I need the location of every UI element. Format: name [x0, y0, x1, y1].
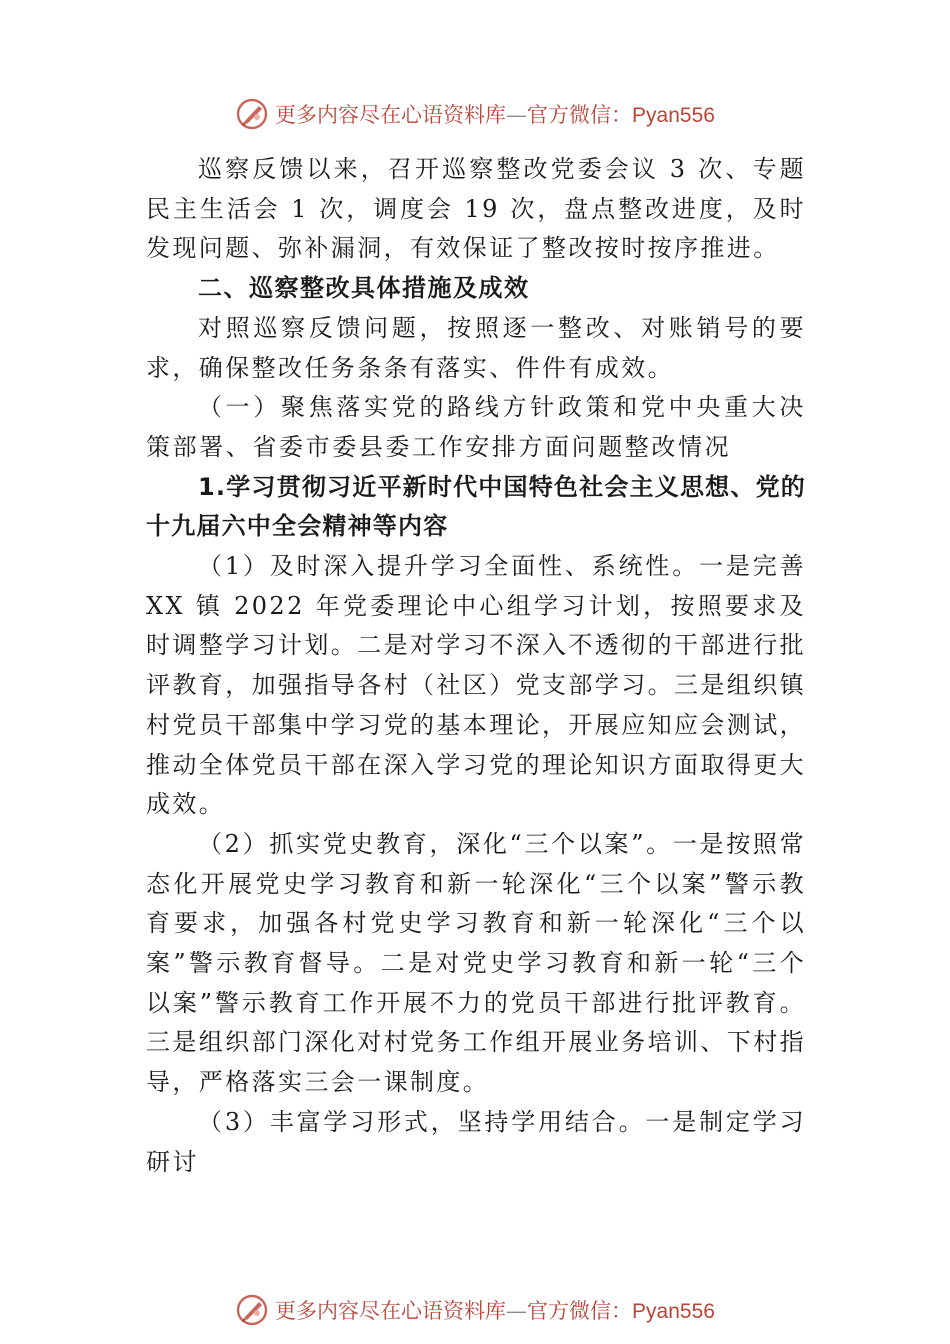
body-paragraph: （3）丰富学习形式，坚持学用结合。一是制定学习研讨: [146, 1107, 806, 1176]
body-paragraph: 对照巡察反馈问题，按照逐一整改、对账销号的要求，确保整改任务条条有落实、件件有成效。: [146, 313, 806, 382]
subsection-heading: （一）聚焦落实党的路线方针政策和党中央重大决策部署、省委市委县委工作安排方面问题整改情况: [146, 393, 806, 461]
watermark-banner-bottom: [0, 1288, 950, 1332]
item-heading: 1.学习贯彻习近平新时代中国特色社会主义思想、党的十九届六中全会精神等内容: [146, 472, 806, 541]
pen-logo-icon: [235, 97, 269, 131]
watermark-text: 更多内容尽在心语资料库—官方微信：Pyan556: [275, 1299, 715, 1323]
pen-logo-icon: [235, 1293, 269, 1327]
section-heading: 二、巡察整改具体措施及成效: [198, 274, 530, 303]
body-paragraph: （1）及时深入提升学习全面性、系统性。一是完善 XX 镇 2022 年党委理论中心组学习计划，按照要求及时调整学习计划。二是对学习不深入不透彻的干部进行批评教育，加强指导各村（社区）党支部学习。三是组织镇村党员干部集中学习党的基本理论，开展应知应会测试，推动全体党员干部在深入学习党的理论知识方面取得更大成效。: [146, 552, 806, 819]
document-body: [146, 150, 806, 1182]
watermark-text: 更多内容尽在心语资料库—官方微信：Pyan556: [275, 103, 715, 127]
watermark-banner-top: [0, 92, 950, 136]
body-paragraph: （2）抓实党史教育，深化“三个以案”。一是按照常态化开展党史学习教育和新一轮深化“三个以案”警示教育要求，加强各村党史学习教育和新一轮深化“三个以案”警示教育督导。二是对党史学习教育和新一轮“三个以案”警示教育工作开展不力的党员干部进行批评教育。三是组织部门深化对村党务工作组开展业务培训、下村指导，严格落实三会一课制度。: [146, 829, 806, 1097]
body-paragraph: 巡察反馈以来，召开巡察整改党委会议 3 次、专题民主生活会 1 次，调度会 19 次，盘点整改进度，及时发现问题、弥补漏洞，有效保证了整改按时按序推进。: [146, 155, 806, 263]
